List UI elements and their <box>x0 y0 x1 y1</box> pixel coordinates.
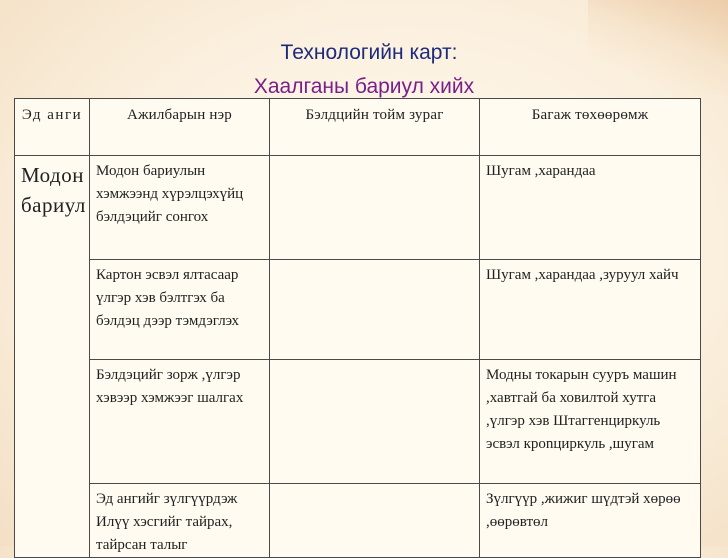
header-part: Эд анги <box>15 99 90 156</box>
tools-cell: Шугам ,харандаа <box>480 156 701 260</box>
tools-cell: Модны токарын сууръ машин ,хавтгай ба ховилтой хутга ,үлгэр хэв Штаггенциркуль эсвэл крonциркуль ,шугам <box>480 360 701 484</box>
table-row <box>15 360 701 484</box>
tools-cell: Зүлгүүр ,жижиг шүдтэй хөрөө ,өөрөвтөл <box>480 484 701 558</box>
table-header-row <box>15 99 701 156</box>
sketch-cell <box>270 156 480 260</box>
header-operation: Ажилбарын нэр <box>90 99 270 156</box>
technology-card-table <box>14 98 701 558</box>
table-row <box>15 260 701 360</box>
operation-cell: Эд ангийг зүлгүүрдэж Илүү хэсгийг тайрах, тайрсан талыг <box>90 484 270 558</box>
tools-cell: Шугам ,харандаа ,зуруул хайч <box>480 260 701 360</box>
operation-cell: Модон бариулын хэмжээнд хүрэлцэхүйц бэлдэцийг сонгох <box>90 156 270 260</box>
sketch-cell <box>270 484 480 558</box>
header-sketch: Бэлдцийн тойм зураг <box>270 99 480 156</box>
table-row <box>15 484 701 558</box>
table-row <box>15 156 701 260</box>
sketch-cell <box>270 260 480 360</box>
operation-cell: Бэлдэцийг зорж ,үлгэр хэвээр хэмжээг шалгах <box>90 360 270 484</box>
slide-subtitle: Хаалганы бариул хийх <box>253 75 475 98</box>
sketch-cell <box>270 360 480 484</box>
slide-title: Технологийн карт: <box>280 41 458 64</box>
header-tools: Багаж төхөөрөмж <box>480 99 701 156</box>
operation-cell: Картон эсвэл ялтасаар үлгэр хэв бэлтгэх ба бэлдэц дээр тэмдэглэх <box>90 260 270 360</box>
part-name-cell: Модон бариул <box>15 156 90 558</box>
